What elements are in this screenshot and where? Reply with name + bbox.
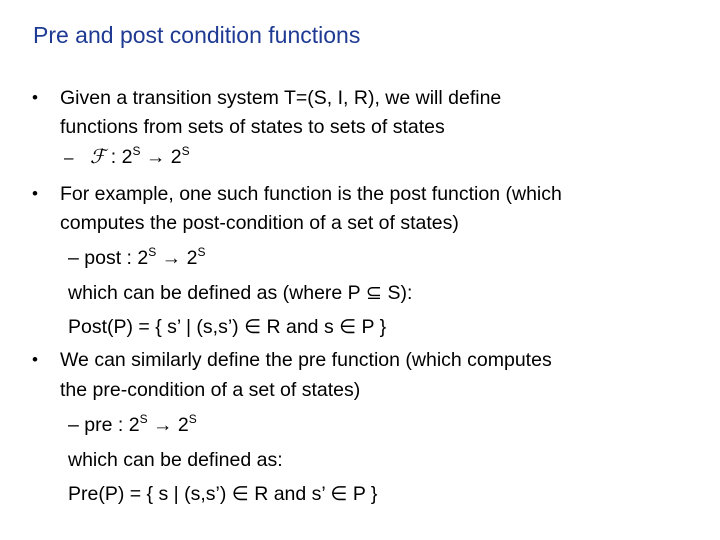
bullet-2-line-1: For example, one such function is the post function (which — [60, 183, 562, 205]
bullet-3-line-1: We can similarly define the pre function (which computes — [60, 349, 552, 371]
pre-dash: – — [68, 414, 79, 436]
pre-definition-line: which can be defined as: — [68, 449, 283, 471]
bullet-1-line-2: functions from sets of states to sets of states — [60, 116, 445, 138]
pre-prefix: pre : 2 — [84, 414, 140, 436]
pre-sup-1: S — [139, 412, 148, 426]
sub-dash-1: – — [64, 148, 74, 167]
sub-item-pre-signature — [68, 413, 197, 437]
f-colon-text: : 2 — [105, 146, 133, 168]
f-arrow-text: → 2 — [140, 146, 182, 168]
post-sup-2: S — [197, 245, 206, 259]
post-formula: Post(P) = { s’ | (s,s’) ∈ R and s ∈ P } — [68, 316, 387, 338]
post-dash: – — [68, 247, 79, 269]
bullet-2-line-2: computes the post-condition of a set of states) — [60, 212, 459, 234]
bullet-3-line-2: the pre-condition of a set of states) — [60, 379, 361, 401]
slide-title: Pre and post condition functions — [33, 22, 361, 48]
script-f-symbol: ℱ — [90, 145, 106, 168]
f-sup-2: S — [181, 144, 190, 158]
bullet-marker-1: • — [32, 88, 38, 107]
pre-formula: Pre(P) = { s | (s,s’) ∈ R and s’ ∈ P } — [68, 483, 378, 505]
bullet-1-line-1: Given a transition system T=(S, I, R), we will define — [60, 87, 502, 109]
pre-sup-2: S — [188, 412, 197, 426]
f-sup-1: S — [132, 144, 141, 158]
post-prefix: post : 2 — [84, 247, 149, 269]
bullet-marker-3: • — [32, 350, 38, 369]
post-arrow: → 2 — [156, 247, 198, 269]
pre-arrow: → 2 — [147, 414, 189, 436]
sub-item-f-mapping — [90, 145, 190, 169]
post-sup-1: S — [148, 245, 157, 259]
post-definition-line: which can be defined as (where P ⊆ S): — [68, 282, 413, 304]
sub-item-post-signature — [68, 246, 205, 270]
bullet-marker-2: • — [32, 184, 38, 203]
